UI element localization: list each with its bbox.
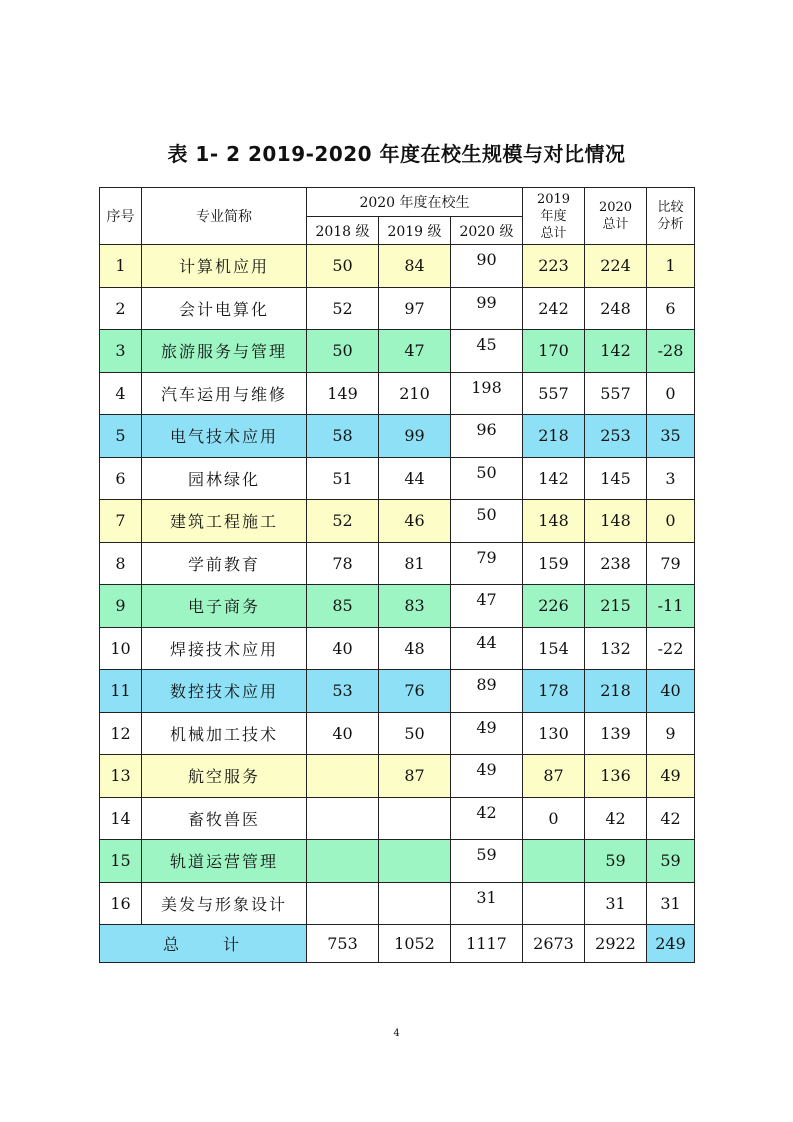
cell-major: 会计电算化 bbox=[142, 287, 307, 330]
cell-seq: 5 bbox=[100, 415, 142, 458]
cell-total-2019: 242 bbox=[523, 287, 585, 330]
cell-grade-2018: 52 bbox=[307, 287, 379, 330]
cell-compare: 42 bbox=[647, 797, 695, 840]
cell-compare: 9 bbox=[647, 712, 695, 755]
cell-total-2020: 136 bbox=[585, 755, 647, 798]
table-row bbox=[100, 542, 695, 585]
table-row bbox=[100, 330, 695, 373]
cell-total-2019: 148 bbox=[523, 500, 585, 543]
cell-seq: 14 bbox=[100, 797, 142, 840]
cell-seq: 3 bbox=[100, 330, 142, 373]
cell-grade-2019: 46 bbox=[379, 500, 451, 543]
cell-total-2019: 142 bbox=[523, 457, 585, 500]
cell-seq: 9 bbox=[100, 585, 142, 628]
table-row bbox=[100, 287, 695, 330]
cell-grade-2019: 47 bbox=[379, 330, 451, 373]
cell-grade-2018: 50 bbox=[307, 330, 379, 373]
header-grade-2018: 2018 级 bbox=[307, 217, 379, 245]
cell-grade-2020: 45 bbox=[451, 330, 523, 373]
cell-seq: 8 bbox=[100, 542, 142, 585]
cell-grade-2018: 50 bbox=[307, 245, 379, 288]
cell-seq: 12 bbox=[100, 712, 142, 755]
header-grade-2020: 2020 级 bbox=[451, 217, 523, 245]
cell-grade-2018: 53 bbox=[307, 670, 379, 713]
cell-total-2020: 224 bbox=[585, 245, 647, 288]
cell-grade-2020: 49 bbox=[451, 712, 523, 755]
table-row bbox=[100, 415, 695, 458]
cell-grade-2019: 87 bbox=[379, 755, 451, 798]
total-g2019: 1052 bbox=[379, 925, 451, 963]
cell-total-2019 bbox=[523, 882, 585, 925]
total-g2020: 1117 bbox=[451, 925, 523, 963]
total-diff: 249 bbox=[647, 925, 695, 963]
cell-grade-2018: 78 bbox=[307, 542, 379, 585]
cell-compare: 59 bbox=[647, 840, 695, 883]
cell-grade-2019 bbox=[379, 882, 451, 925]
table-title: 表 1- 2 2019-2020 年度在校生规模与对比情况 bbox=[167, 142, 626, 166]
cell-seq: 16 bbox=[100, 882, 142, 925]
cell-major: 航空服务 bbox=[142, 755, 307, 798]
table-row bbox=[100, 245, 695, 288]
cell-seq: 10 bbox=[100, 627, 142, 670]
cell-grade-2019 bbox=[379, 840, 451, 883]
header-grade-2019: 2019 级 bbox=[379, 217, 451, 245]
cell-total-2020: 215 bbox=[585, 585, 647, 628]
cell-grade-2018 bbox=[307, 882, 379, 925]
cell-grade-2020: 198 bbox=[451, 372, 523, 415]
cell-grade-2019: 210 bbox=[379, 372, 451, 415]
page-number: 4 bbox=[393, 1028, 400, 1039]
header-compare: 比较 分析 bbox=[647, 188, 695, 245]
cell-seq: 7 bbox=[100, 500, 142, 543]
cell-total-2020: 42 bbox=[585, 797, 647, 840]
cell-compare: 1 bbox=[647, 245, 695, 288]
table-row bbox=[100, 670, 695, 713]
cell-major: 焊接技术应用 bbox=[142, 627, 307, 670]
cell-grade-2018: 58 bbox=[307, 415, 379, 458]
cell-seq: 4 bbox=[100, 372, 142, 415]
cell-grade-2019: 99 bbox=[379, 415, 451, 458]
cell-total-2019: 159 bbox=[523, 542, 585, 585]
cell-grade-2019 bbox=[379, 797, 451, 840]
cell-grade-2019: 48 bbox=[379, 627, 451, 670]
cell-total-2020: 142 bbox=[585, 330, 647, 373]
cell-grade-2020: 49 bbox=[451, 755, 523, 798]
cell-total-2020: 132 bbox=[585, 627, 647, 670]
header-2020-enrollment: 2020 年度在校生 bbox=[307, 188, 523, 217]
cell-grade-2020: 47 bbox=[451, 585, 523, 628]
cell-grade-2020: 42 bbox=[451, 797, 523, 840]
cell-grade-2020: 44 bbox=[451, 627, 523, 670]
cell-compare: 6 bbox=[647, 287, 695, 330]
cell-grade-2019: 83 bbox=[379, 585, 451, 628]
cell-compare: -22 bbox=[647, 627, 695, 670]
table-row bbox=[100, 797, 695, 840]
cell-seq: 2 bbox=[100, 287, 142, 330]
cell-seq: 13 bbox=[100, 755, 142, 798]
table-row bbox=[100, 840, 695, 883]
table-row bbox=[100, 500, 695, 543]
cell-major: 汽车运用与维修 bbox=[142, 372, 307, 415]
table-row bbox=[100, 755, 695, 798]
cell-compare: 0 bbox=[647, 372, 695, 415]
cell-grade-2019: 76 bbox=[379, 670, 451, 713]
cell-total-2020: 218 bbox=[585, 670, 647, 713]
cell-grade-2018: 52 bbox=[307, 500, 379, 543]
cell-grade-2019: 84 bbox=[379, 245, 451, 288]
cell-total-2020: 31 bbox=[585, 882, 647, 925]
cell-seq: 6 bbox=[100, 457, 142, 500]
cell-grade-2019: 97 bbox=[379, 287, 451, 330]
cell-compare: 79 bbox=[647, 542, 695, 585]
header-total-2020: 2020 总计 bbox=[585, 188, 647, 245]
cell-grade-2020: 31 bbox=[451, 882, 523, 925]
total-row bbox=[100, 925, 695, 963]
cell-grade-2020: 59 bbox=[451, 840, 523, 883]
cell-total-2020: 148 bbox=[585, 500, 647, 543]
total-g2018: 753 bbox=[307, 925, 379, 963]
cell-major: 学前教育 bbox=[142, 542, 307, 585]
cell-grade-2020: 79 bbox=[451, 542, 523, 585]
cell-total-2019 bbox=[523, 840, 585, 883]
cell-compare: 35 bbox=[647, 415, 695, 458]
cell-major: 机械加工技术 bbox=[142, 712, 307, 755]
enrollment-table bbox=[99, 187, 695, 963]
cell-total-2019: 0 bbox=[523, 797, 585, 840]
table-row bbox=[100, 712, 695, 755]
cell-total-2019: 154 bbox=[523, 627, 585, 670]
cell-grade-2020: 90 bbox=[451, 245, 523, 288]
total-label: 总 计 bbox=[100, 925, 307, 963]
table-row bbox=[100, 457, 695, 500]
table-row bbox=[100, 882, 695, 925]
cell-compare: 31 bbox=[647, 882, 695, 925]
cell-total-2019: 87 bbox=[523, 755, 585, 798]
cell-total-2019: 557 bbox=[523, 372, 585, 415]
cell-grade-2018 bbox=[307, 755, 379, 798]
cell-compare: -28 bbox=[647, 330, 695, 373]
cell-major: 计算机应用 bbox=[142, 245, 307, 288]
cell-total-2020: 145 bbox=[585, 457, 647, 500]
total-t2020: 2922 bbox=[585, 925, 647, 963]
total-t2019: 2673 bbox=[523, 925, 585, 963]
cell-grade-2019: 44 bbox=[379, 457, 451, 500]
cell-major: 电子商务 bbox=[142, 585, 307, 628]
table-row bbox=[100, 372, 695, 415]
cell-compare: 3 bbox=[647, 457, 695, 500]
header-seq: 序号 bbox=[100, 188, 142, 245]
cell-grade-2020: 99 bbox=[451, 287, 523, 330]
cell-total-2020: 238 bbox=[585, 542, 647, 585]
cell-total-2020: 59 bbox=[585, 840, 647, 883]
cell-major: 美发与形象设计 bbox=[142, 882, 307, 925]
cell-seq: 11 bbox=[100, 670, 142, 713]
cell-total-2020: 248 bbox=[585, 287, 647, 330]
cell-grade-2018: 40 bbox=[307, 712, 379, 755]
cell-major: 轨道运营管理 bbox=[142, 840, 307, 883]
cell-grade-2020: 96 bbox=[451, 415, 523, 458]
header-total-2019: 2019 年度 总计 bbox=[523, 188, 585, 245]
cell-grade-2018 bbox=[307, 797, 379, 840]
cell-grade-2019: 81 bbox=[379, 542, 451, 585]
cell-seq: 1 bbox=[100, 245, 142, 288]
cell-total-2019: 170 bbox=[523, 330, 585, 373]
cell-total-2019: 223 bbox=[523, 245, 585, 288]
cell-grade-2020: 89 bbox=[451, 670, 523, 713]
cell-grade-2018 bbox=[307, 840, 379, 883]
cell-major: 数控技术应用 bbox=[142, 670, 307, 713]
header-major: 专业简称 bbox=[142, 188, 307, 245]
cell-grade-2019: 50 bbox=[379, 712, 451, 755]
cell-grade-2020: 50 bbox=[451, 457, 523, 500]
cell-compare: 40 bbox=[647, 670, 695, 713]
cell-major: 电气技术应用 bbox=[142, 415, 307, 458]
cell-major: 园林绿化 bbox=[142, 457, 307, 500]
cell-major: 建筑工程施工 bbox=[142, 500, 307, 543]
cell-grade-2018: 40 bbox=[307, 627, 379, 670]
cell-compare: -11 bbox=[647, 585, 695, 628]
cell-grade-2018: 51 bbox=[307, 457, 379, 500]
cell-total-2019: 178 bbox=[523, 670, 585, 713]
table-row bbox=[100, 627, 695, 670]
cell-major: 畜牧兽医 bbox=[142, 797, 307, 840]
cell-compare: 49 bbox=[647, 755, 695, 798]
table-row bbox=[100, 585, 695, 628]
cell-grade-2018: 149 bbox=[307, 372, 379, 415]
cell-total-2019: 218 bbox=[523, 415, 585, 458]
cell-compare: 0 bbox=[647, 500, 695, 543]
cell-total-2020: 139 bbox=[585, 712, 647, 755]
cell-grade-2018: 85 bbox=[307, 585, 379, 628]
cell-grade-2020: 50 bbox=[451, 500, 523, 543]
cell-total-2019: 130 bbox=[523, 712, 585, 755]
cell-total-2020: 253 bbox=[585, 415, 647, 458]
cell-total-2019: 226 bbox=[523, 585, 585, 628]
cell-seq: 15 bbox=[100, 840, 142, 883]
cell-total-2020: 557 bbox=[585, 372, 647, 415]
cell-major: 旅游服务与管理 bbox=[142, 330, 307, 373]
